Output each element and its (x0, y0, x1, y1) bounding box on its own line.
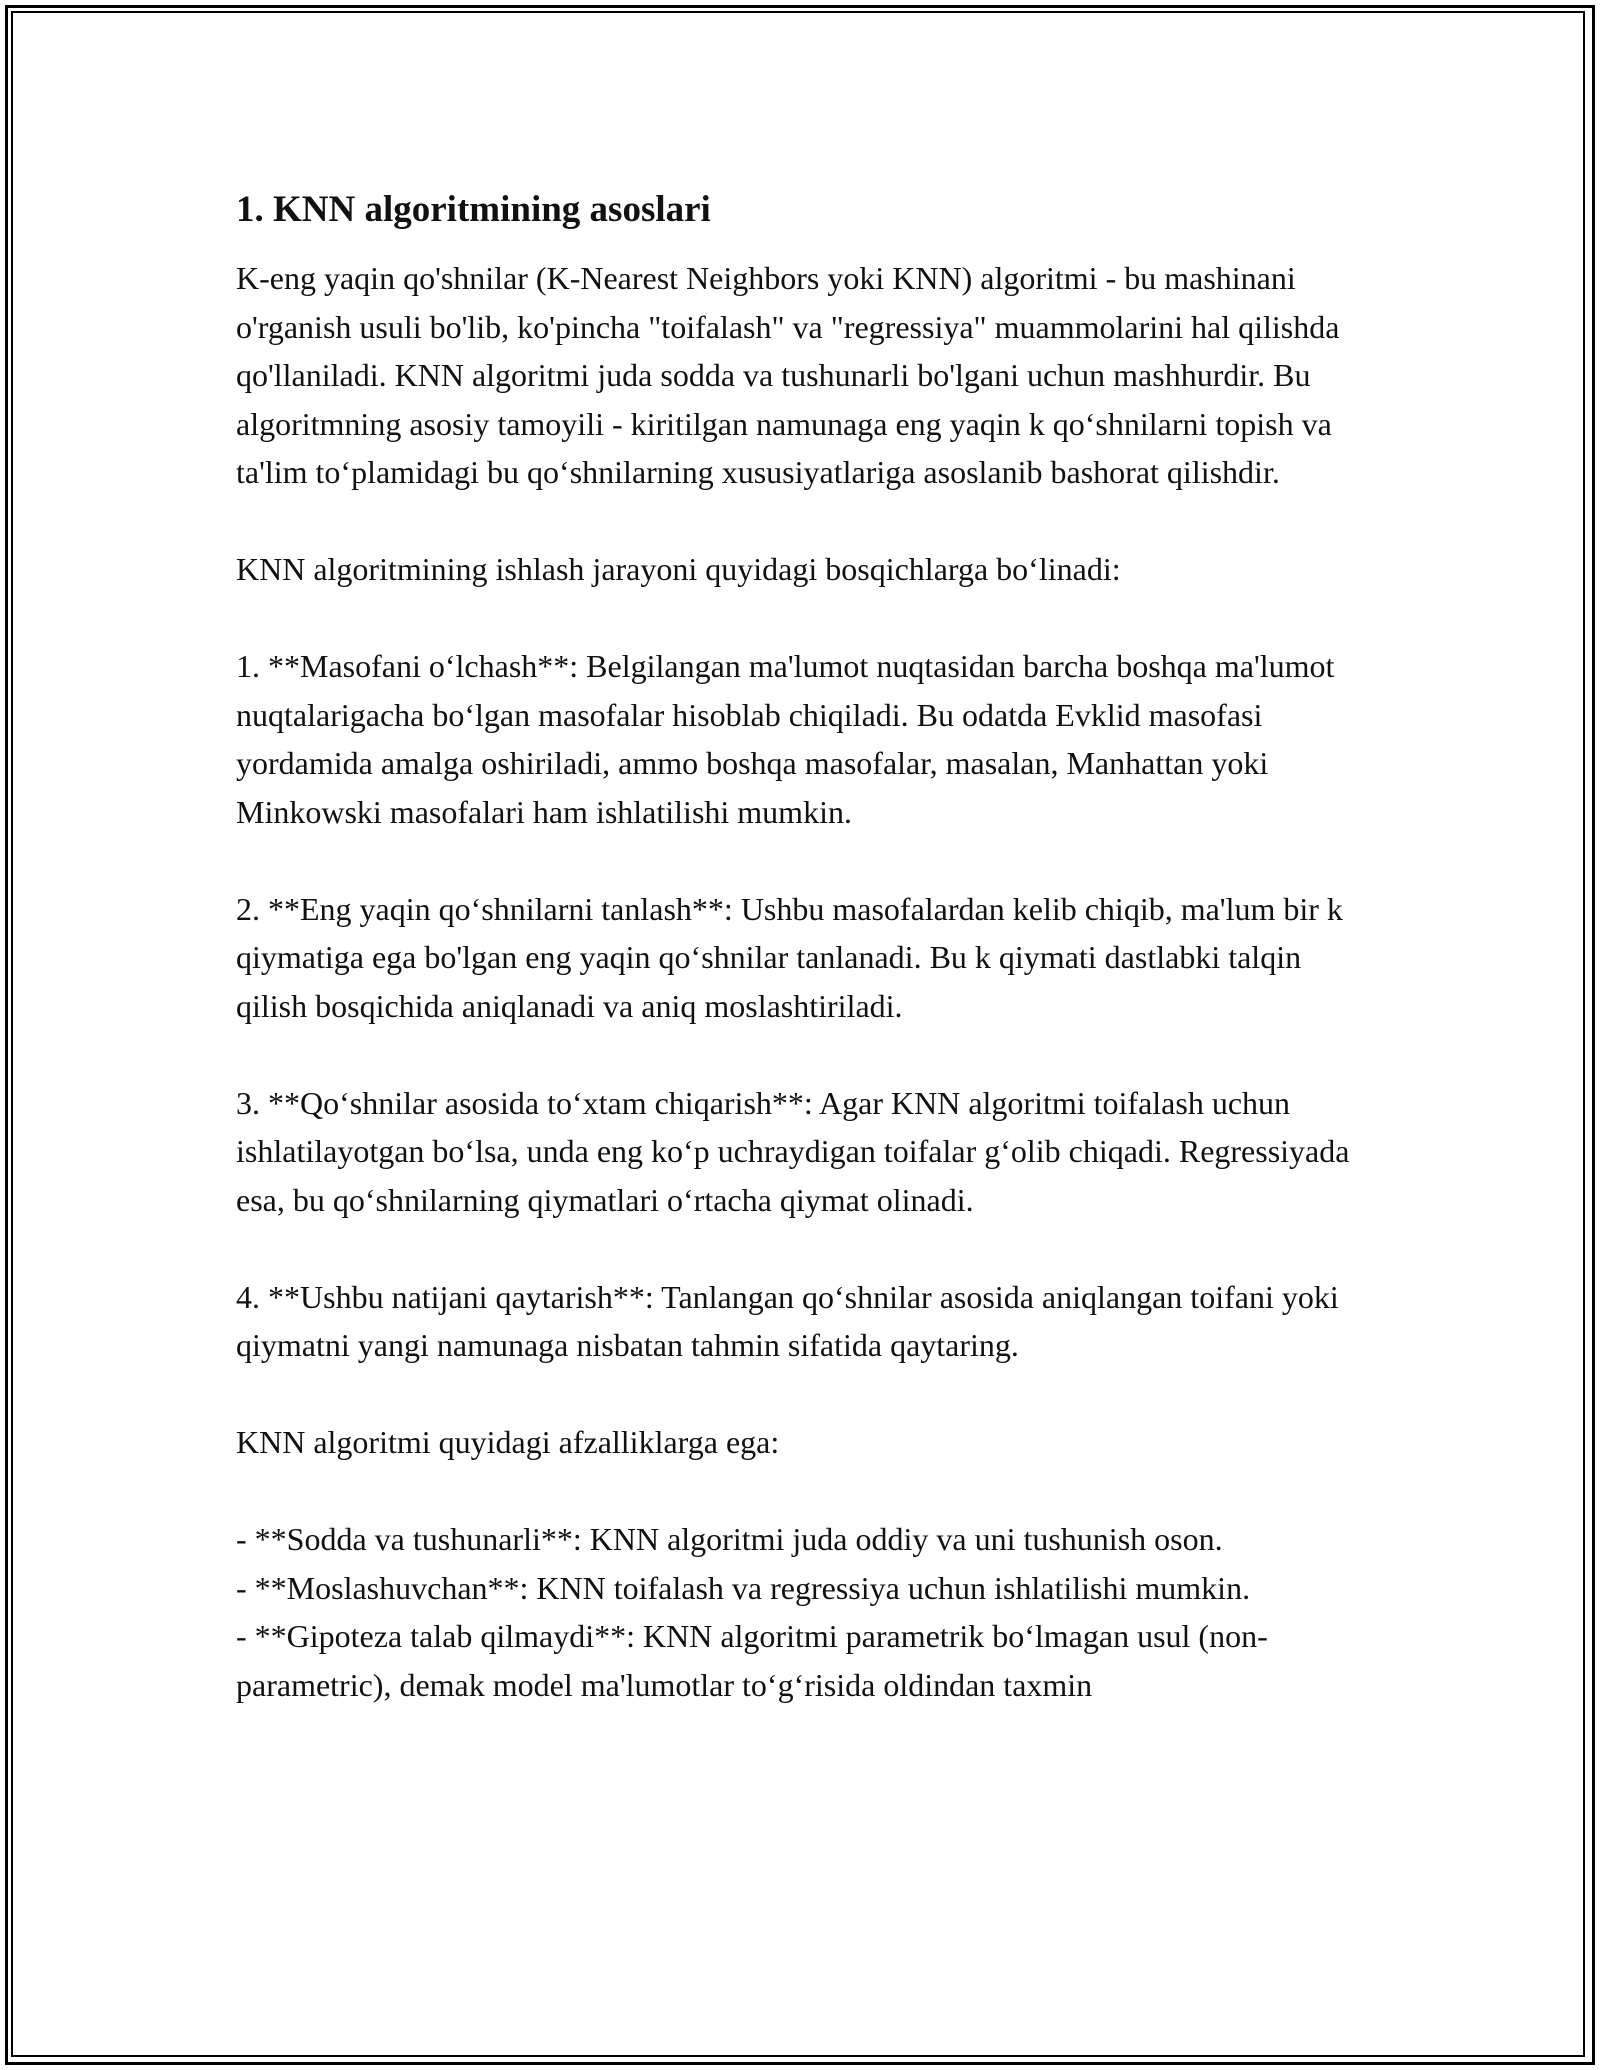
step-4-paragraph: 4. **Ushbu natijani qaytarish**: Tanlangan qo‘shnilar asosida aniqlangan toifani yoki qiymatni yangi namunaga nisbatan tahmin sifatida qaytaring. (236, 1278, 1339, 1363)
paragraph-gap (236, 1370, 1376, 1419)
paragraph-gap (236, 594, 1376, 643)
advantage-item: - **Sodda va tushunarli**: KNN algoritmi juda oddiy va uni tushunish oson. (236, 1521, 1223, 1557)
advantage-item: - **Moslashuvchan**: KNN toifalash va regressiya uchun ishlatilishi mumkin. (236, 1569, 1251, 1606)
step-1-paragraph: 1. **Masofani o‘lchash**: Belgilangan ma'lumot nuqtasidan barcha boshqa ma'lumot nuqtalarigacha bo‘lgan masofalar hisoblab chiqiladi. Bu odatda Evklid masofasi yordamida amalga oshiriladi, ammo boshqa masofalar, masalan, Manhattan yoki Minkowski masofalari ham ishlatilishi mumkin. (236, 648, 1335, 830)
paragraph-gap (236, 1030, 1376, 1079)
steps-intro-paragraph: KNN algoritmining ishlash jarayoni quyidagi bosqichlarga bo‘linadi: (236, 551, 1121, 587)
advantages-intro-paragraph: KNN algoritmi quyidagi afzalliklarga ega: (236, 1424, 780, 1460)
paragraph-gap (236, 497, 1376, 546)
document-body (236, 186, 1376, 1709)
paragraph-gap (236, 836, 1376, 885)
paragraph-gap (236, 1224, 1376, 1273)
section-heading: 1. KNN algoritmining asoslari (236, 189, 711, 230)
step-2-paragraph: 2. **Eng yaqin qo‘shnilarni tanlash**: Ushbu masofalardan kelib chiqib, ma'lum bir k qiymatiga ega bo'lgan eng yaqin qo‘shnilar tanlanadi. Bu k qiymati dastlabki talqin qilish bosqichida aniqlanadi va aniq moslashtiriladi. (236, 890, 1343, 1024)
intro-paragraph: K-eng yaqin qo'shnilar (K-Nearest Neighbors yoki KNN) algoritmi - bu mashinani o'rganish usuli bo'lib, ko'pincha "toifalash" va "regressiya" muammolarini hal qilishda qo'llaniladi. KNN algoritmi juda sodda va tushunarli bo'lgani uchun mashhurdir. Bu algoritmning asosiy tamoyili - kiritilgan namunaga eng yaqin k qo‘shnilarni topish va ta'lim to‘plamidagi bu qo‘shnilarning xususiyatlariga asoslanib bashorat qilishdir. (236, 260, 1340, 490)
step-3-paragraph: 3. **Qo‘shnilar asosida to‘xtam chiqarish**: Agar KNN algoritmi toifalash uchun ishlatilayotgan bo‘lsa, unda eng ko‘p uchraydigan toifalar g‘olib chiqadi. Regressiyada esa, bu qo‘shnilarning qiymatlari o‘rtacha qiymat olinadi. (236, 1084, 1350, 1218)
paragraph-gap (236, 1467, 1376, 1516)
advantage-item: - **Gipoteza talab qilmaydi**: KNN algoritmi parametrik bo‘lmagan usul (non-parametric), demak model ma'lumotlar to‘g‘risida oldindan taxmin (236, 1618, 1268, 1703)
